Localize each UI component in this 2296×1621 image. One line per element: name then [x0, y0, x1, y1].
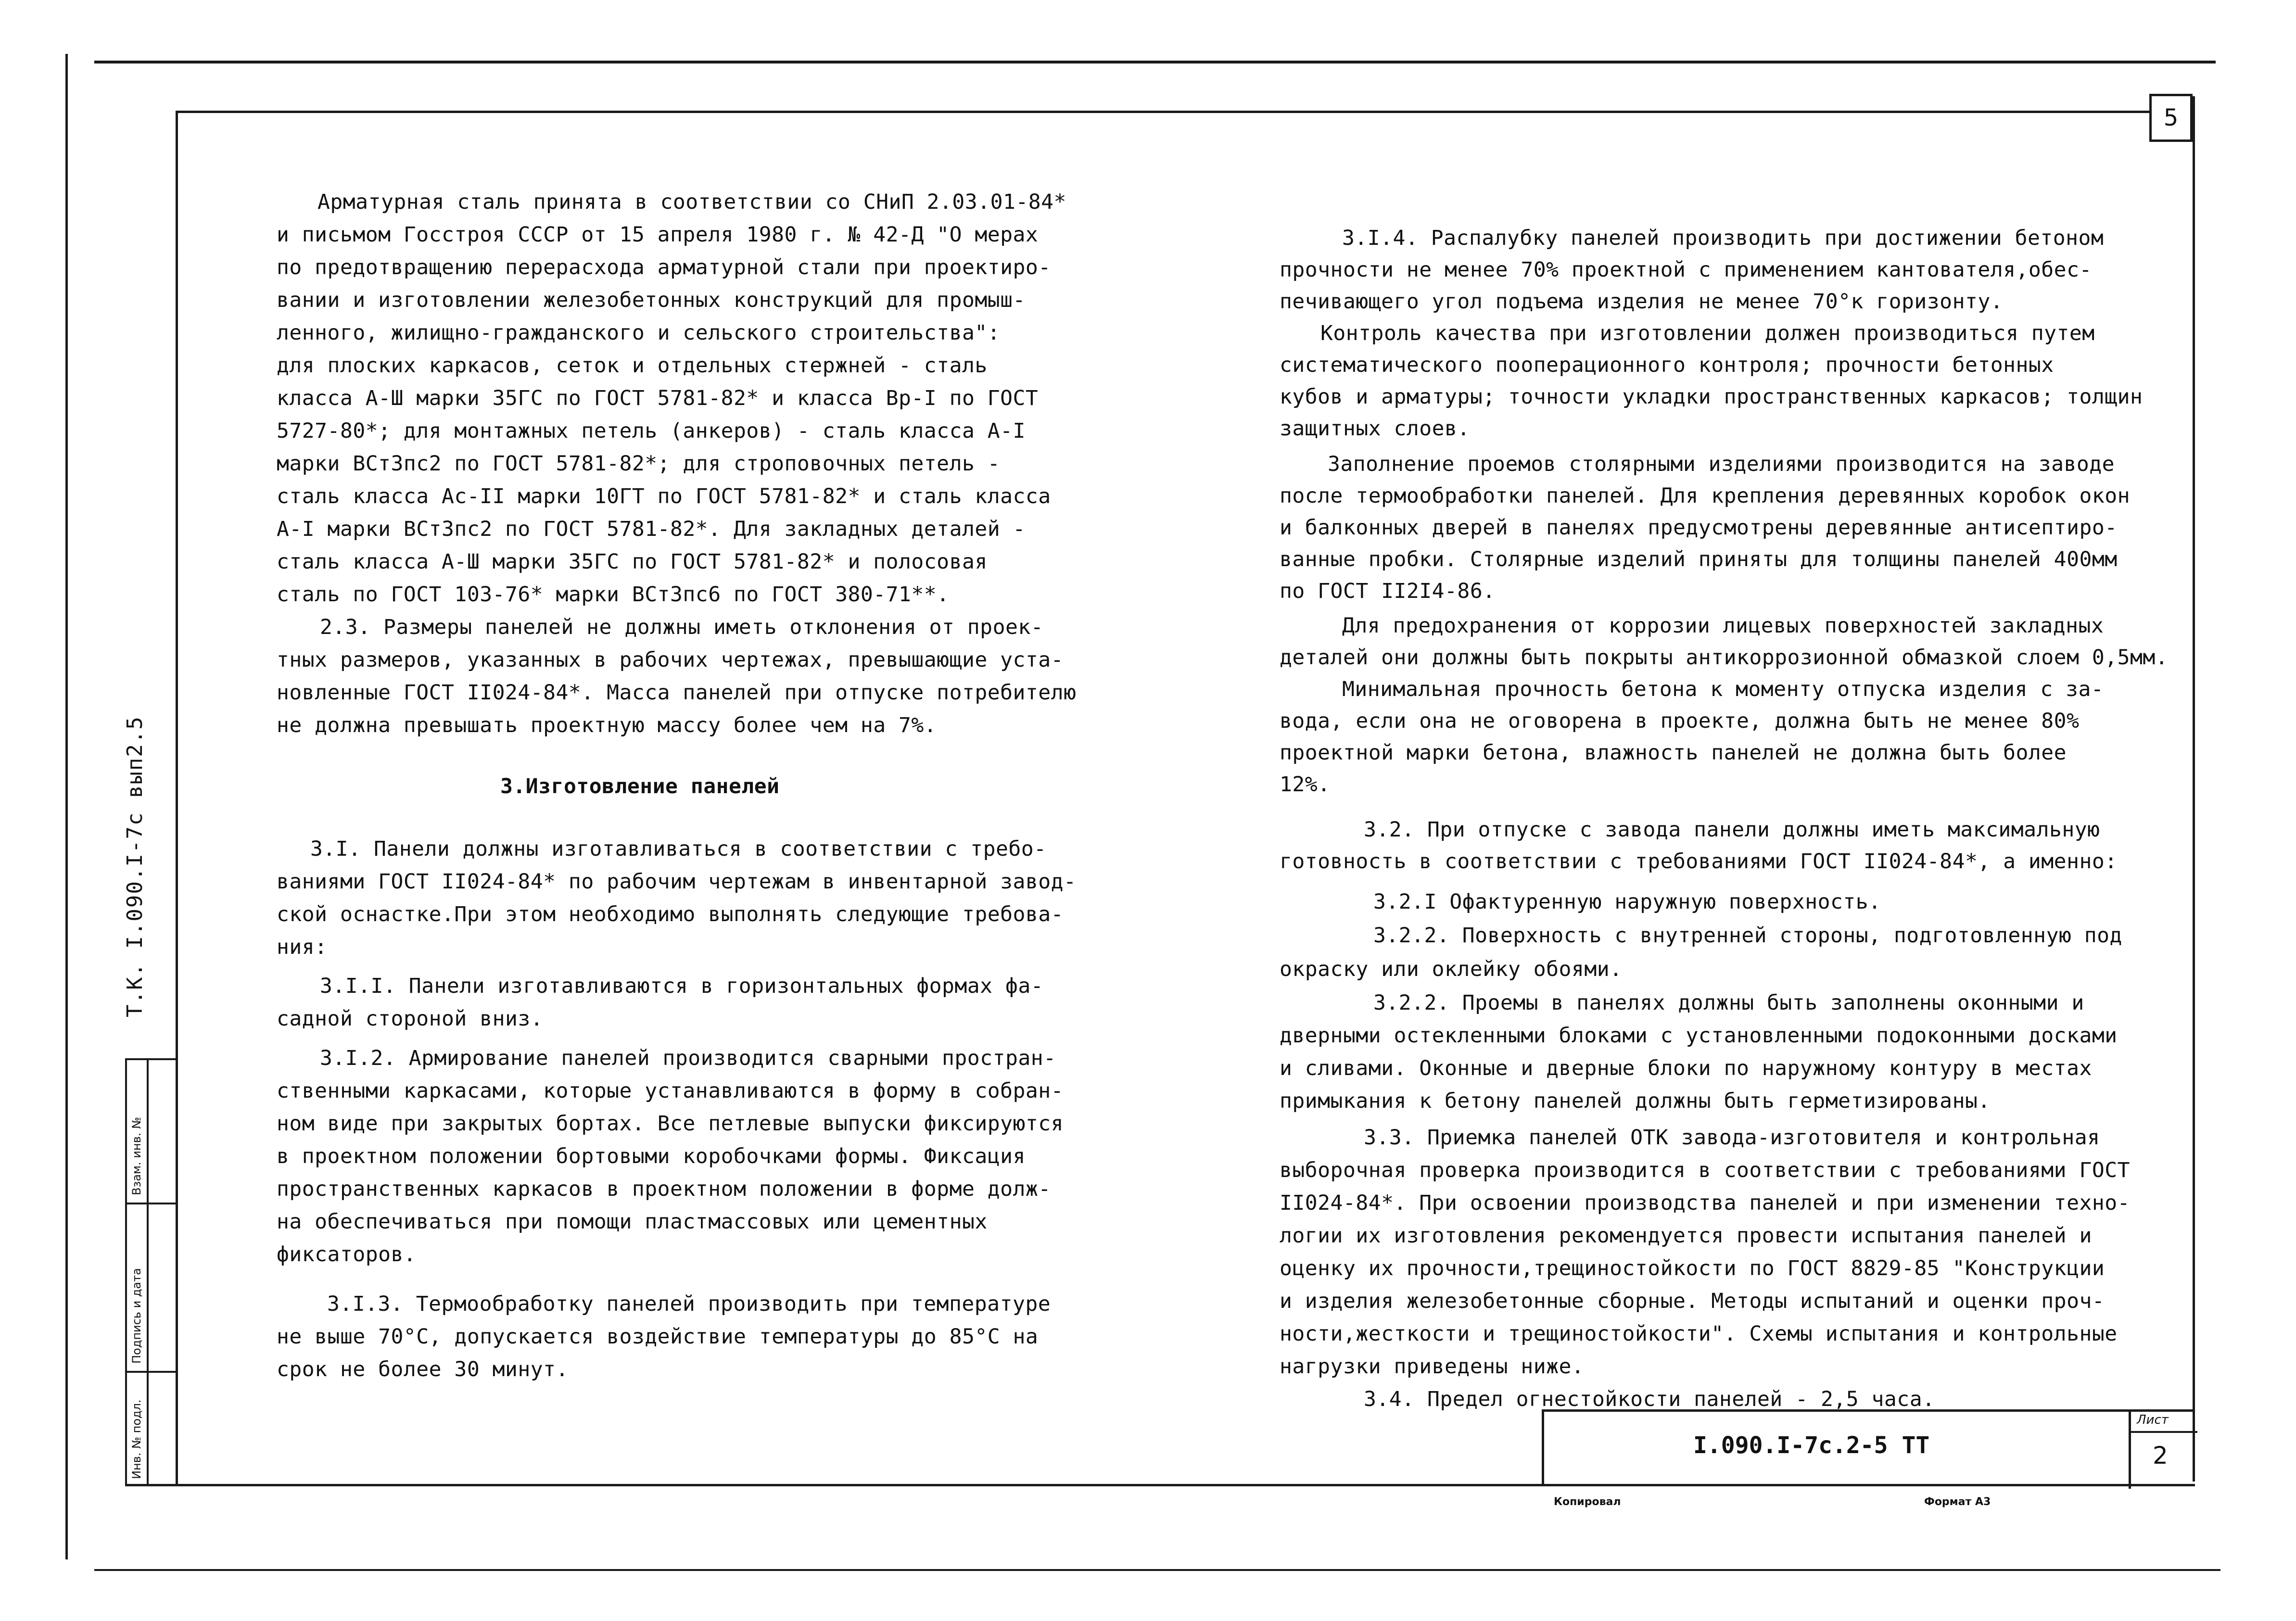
text-line: ности,жесткости и трещиностойкости". Схемы испытания и контрольные — [1280, 1322, 2118, 1346]
title-block-code: I.090.I-7c.2-5 ТТ — [1693, 1432, 1930, 1459]
sheet-number: 2 — [2153, 1442, 2168, 1469]
text-line: вода, если она не оговорена в проекте, должна быть не менее 80% — [1280, 709, 2080, 733]
sidebar-strip-mid — [147, 1058, 149, 1486]
footer-copied: Копировал — [1554, 1496, 1621, 1508]
text-line: Заполнение проемов столярными изделиями производится на заводе — [1328, 452, 2115, 476]
sidebar-label-inventory: Инв. № подл. — [130, 1399, 143, 1479]
text-line: фиксаторов. — [277, 1242, 417, 1266]
frame-right — [2193, 96, 2195, 1482]
text-line: 12%. — [1280, 773, 1331, 797]
top-outer-rule — [94, 61, 2216, 63]
text-line: Контроль качества при изготовлении должен производиться путем — [1320, 321, 2095, 345]
text-line: Для предохранения от коррозии лицевых поверхностей закладных — [1342, 614, 2104, 638]
document-code-vertical: Т.К. I.090.I-7c вып2.5 — [123, 716, 147, 1017]
text-line: класса А-Ш марки 35ГС по ГОСТ 5781-82* и класса Вр-I по ГОСТ — [277, 386, 1039, 410]
text-line: новленные ГОСТ II024-84*. Масса панелей при отпуске потребителю — [277, 681, 1077, 705]
text-line: Арматурная сталь принята в соответствии со СНиП 2.03.01-84* — [317, 190, 1066, 214]
text-line: проектной марки бетона, влажность панелей не должна быть более — [1280, 741, 2067, 765]
text-line: срок не более 30 минут. — [277, 1357, 569, 1381]
text-line: ния: — [277, 935, 328, 959]
frame-top — [176, 111, 2150, 113]
text-line: по предотвращению перерасхода арматурной стали при проектиро- — [277, 255, 1051, 279]
left-outer-rule — [65, 54, 68, 1559]
text-line: ванные пробки. Столярные изделий приняты для толщины панелей 400мм — [1280, 547, 2118, 571]
text-line: 3.2. При отпуске с завода панели должны иметь максимальную — [1364, 818, 2100, 842]
sidebar-strip-left — [125, 1058, 127, 1486]
text-line: сталь класса Ас-II марки 10ГТ по ГОСТ 5781-82* и сталь класса — [277, 484, 1051, 508]
title-block-sheet-divider — [2129, 1412, 2131, 1489]
text-line: 3.2.I Офактуренную наружную поверхность. — [1373, 890, 1881, 914]
text-line: готовность в соответствии с требованиями ГОСТ II024-84*, а именно: — [1280, 849, 2118, 874]
section-heading: 3.Изготовление панелей — [500, 774, 780, 798]
text-line: ном виде при закрытых бортах. Все петлевые выпуски фиксируются — [277, 1112, 1064, 1136]
text-line: кубов и арматуры; точности укладки пространственных каркасов; толщин — [1280, 385, 2143, 409]
text-line: защитных слоев. — [1280, 417, 1470, 441]
footer-format: Формат А3 — [1924, 1496, 1991, 1508]
text-line: 3.4. Предел огнестойкости панелей - 2,5 часа. — [1364, 1387, 1935, 1411]
text-line: II024-84*. При освоении производства панелей и при изменении техно- — [1280, 1191, 2131, 1215]
page-number-box — [2149, 94, 2193, 142]
text-line: деталей они должны быть покрыты антикоррозионной обмазкой слоем 0,5мм. — [1280, 646, 2169, 670]
text-line: 3.I.2. Армирование панелей производится сварными простран- — [320, 1046, 1056, 1070]
sidebar-div-3 — [125, 1371, 178, 1373]
text-line: для плоских каркасов, сеток и отдельных стержней - сталь — [277, 354, 988, 378]
sheet-label: Лист — [2137, 1413, 2169, 1427]
page-number: 5 — [2163, 104, 2179, 131]
text-line: логии их изготовления рекомендуется провести испытания панелей и — [1280, 1224, 2092, 1248]
text-line: примыкания к бетону панелей должны быть герметизированы. — [1280, 1089, 1991, 1113]
text-line: печивающего угол подъема изделия не менее 70°к горизонту. — [1280, 290, 2004, 314]
text-line: и сливами. Оконные и дверные блоки по наружному контуру в местах — [1280, 1056, 2092, 1080]
text-line: 5727-80*; для монтажных петель (анкеров) - сталь класса А-I — [277, 419, 1026, 443]
text-line: 3.I.I. Панели изготавливаются в горизонтальных формах фа- — [320, 974, 1044, 998]
bottom-outer-rule — [94, 1569, 2220, 1571]
text-line: нагрузки приведены ниже. — [1280, 1355, 1585, 1379]
text-line: 2.3. Размеры панелей не должны иметь отклонения от проек- — [320, 615, 1044, 639]
text-line: 3.I. Панели должны изготавливаться в соответствии с требо- — [310, 837, 1047, 861]
title-block-sheet-label-rule — [2129, 1431, 2197, 1433]
text-line: ленного, жилищно-гражданского и сельского строительства": — [277, 321, 1001, 345]
text-line: сталь класса А-Ш марки 35ГС по ГОСТ 5781-82* и полосовая — [277, 550, 988, 574]
text-line: 3.2.2. Проемы в панелях должны быть заполнены оконными и — [1373, 991, 2084, 1015]
text-line: 3.I.3. Термообработку панелей производить при температуре — [327, 1292, 1051, 1316]
text-line: А-I марки ВСт3пс2 по ГОСТ 5781-82*. Для закладных деталей - — [277, 517, 1026, 541]
text-line: вании и изготовлении железобетонных конструкций для промыш- — [277, 288, 1026, 312]
text-line: не выше 70°С, допускается воздействие температуры до 85°С на — [277, 1325, 1039, 1349]
text-line: пространственных каркасов в проектном положении в форме долж- — [277, 1177, 1051, 1201]
text-line: садной стороной вниз. — [277, 1007, 544, 1031]
title-block — [1542, 1409, 2195, 1486]
text-line: систематического пооперационного контроля; прочности бетонных — [1280, 353, 2054, 377]
text-line: прочности не менее 70% проектной с применением кантователя,обес- — [1280, 258, 2092, 282]
text-line: 3.3. Приемка панелей ОТК завода-изготовителя и контрольная — [1364, 1126, 2100, 1150]
sidebar-div-1 — [125, 1058, 178, 1060]
text-line: в проектном положении бортовыми коробочками формы. Фиксация — [277, 1144, 1026, 1168]
sidebar-label-replaced: Взам. инв. № — [130, 1117, 143, 1195]
sidebar-div-2 — [125, 1203, 178, 1204]
text-line: по ГОСТ II2I4-86. — [1280, 579, 1496, 603]
text-line: оценку их прочности,трещиностойкости по ГОСТ 8829-85 "Конструкции — [1280, 1256, 2105, 1280]
text-line: и изделия железобетонные сборные. Методы испытаний и оценки проч- — [1280, 1289, 2105, 1313]
text-line: выборочная проверка производится в соответствии с требованиями ГОСТ — [1280, 1158, 2131, 1182]
text-line: тных размеров, указанных в рабочих чертежах, превышающие уста- — [277, 648, 1064, 672]
text-line: на обеспечиваться при помощи пластмассовых или цементных — [277, 1210, 988, 1234]
frame-left — [176, 111, 178, 1485]
text-line: марки ВСт3пс2 по ГОСТ 5781-82*; для строповочных петель - — [277, 452, 1001, 476]
sidebar-label-signature: Подпись и дата — [130, 1268, 143, 1364]
text-line: 3.2.2. Поверхность с внутренней стороны, подготовленную под — [1373, 924, 2122, 948]
text-line: ственными каркасами, которые устанавливаются в форму в собран- — [277, 1079, 1064, 1103]
text-line: ской оснастке.При этом необходимо выполнять следующие требова- — [277, 902, 1064, 926]
text-line: ваниями ГОСТ II024-84* по рабочим чертежам в инвентарной завод- — [277, 870, 1077, 894]
text-line: дверными остекленными блоками с установленными подоконными досками — [1280, 1024, 2118, 1048]
text-line: после термообработки панелей. Для крепления деревянных коробок окон — [1280, 484, 2131, 508]
text-line: Минимальная прочность бетона к моменту отпуска изделия с за- — [1342, 677, 2104, 701]
text-line: и письмом Госстроя СССР от 15 апреля 1980 г. № 42-Д "О мерах — [277, 223, 1039, 247]
text-line: 3.I.4. Распалубку панелей производить при достижении бетоном — [1342, 226, 2104, 250]
text-line: не должна превышать проектную массу более чем на 7%. — [277, 713, 937, 737]
text-line: сталь по ГОСТ 103-76* марки ВСт3пс6 по ГОСТ 380-71**. — [277, 583, 950, 607]
text-line: окраску или оклейку обоями. — [1280, 957, 1623, 981]
text-line: и балконных дверей в панелях предусмотрены деревянные антисептиро- — [1280, 516, 2118, 540]
